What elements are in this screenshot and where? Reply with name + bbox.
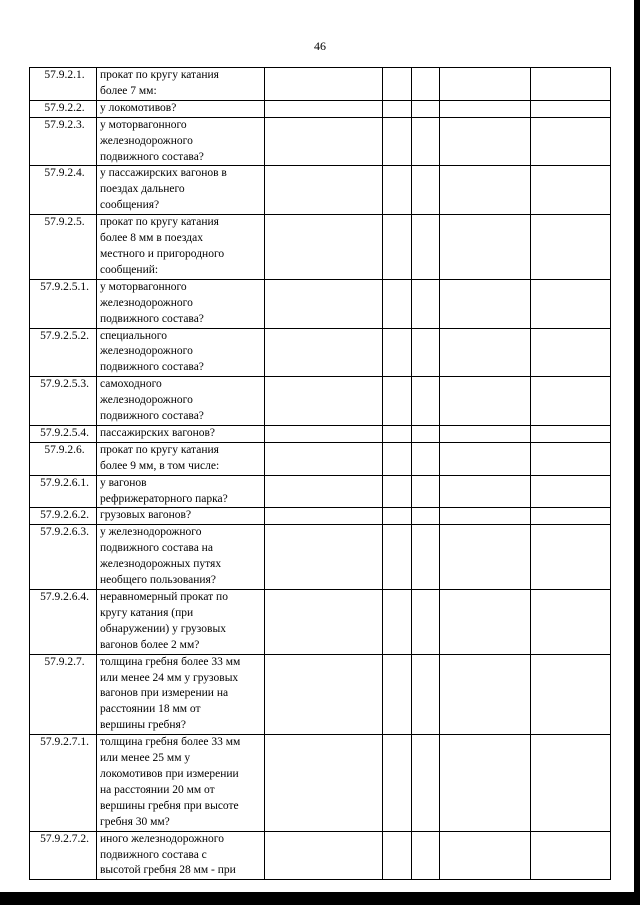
question-line: железнодорожного [100, 394, 193, 407]
question-line: прокат по кругу катания [100, 443, 219, 456]
table-row [30, 117, 611, 166]
answer-yes-cell [383, 475, 412, 508]
reference-cell [531, 100, 611, 117]
answer-yes-cell [383, 508, 412, 525]
gap-cell [265, 654, 383, 735]
question-line: более 9 мм, в том числе: [100, 459, 220, 472]
item-number: 57.9.2.6.1. [30, 475, 97, 508]
question-line: у вагонов [100, 476, 147, 489]
table-row [30, 735, 611, 831]
item-question [97, 735, 265, 831]
question-line: или менее 24 мм у грузовых [100, 671, 239, 684]
item-number: 57.9.2.7.2. [30, 831, 97, 880]
question-line: обнаружении) у грузовых [100, 622, 226, 635]
item-question [97, 831, 265, 880]
item-number: 57.9.2.6. [30, 442, 97, 475]
question-line: подвижного состава? [100, 410, 204, 423]
gap-cell [265, 735, 383, 831]
question-line: расстоянии 18 мм от [100, 703, 201, 716]
item-question [97, 377, 265, 426]
question-line: железнодорожного [100, 345, 193, 358]
question-line: высотой гребня 28 мм - при [100, 864, 236, 877]
answer-na-cell [440, 831, 531, 880]
item-question [97, 475, 265, 508]
item-question [97, 654, 265, 735]
answer-yes-cell [383, 68, 412, 101]
question-line: у моторвагонного [100, 118, 187, 131]
answer-no-cell [412, 68, 440, 101]
item-question [97, 425, 265, 442]
question-line: более 8 мм в поездах [100, 232, 203, 245]
gap-cell [265, 508, 383, 525]
table-row [30, 425, 611, 442]
answer-no-cell [412, 442, 440, 475]
answer-yes-cell [383, 279, 412, 328]
answer-yes-cell [383, 831, 412, 880]
item-number: 57.9.2.6.3. [30, 525, 97, 590]
item-question [97, 525, 265, 590]
gap-cell [265, 475, 383, 508]
question-line: вагонов при измерении на [100, 687, 229, 700]
answer-no-cell [412, 166, 440, 215]
answer-no-cell [412, 279, 440, 328]
question-line: сообщений: [100, 263, 159, 276]
question-line: гребня 30 мм? [100, 815, 170, 828]
answer-na-cell [440, 654, 531, 735]
reference-cell [531, 328, 611, 377]
question-line: на расстоянии 20 мм от [100, 783, 215, 796]
answer-yes-cell [383, 100, 412, 117]
question-line: железнодорожных путях [100, 558, 222, 571]
table-row [30, 508, 611, 525]
question-line: грузовых вагонов? [100, 509, 192, 522]
gap-cell [265, 425, 383, 442]
answer-yes-cell [383, 735, 412, 831]
table-row [30, 442, 611, 475]
question-line: поездах дальнего [100, 183, 185, 196]
gap-cell [265, 831, 383, 880]
gap-cell [265, 442, 383, 475]
question-line: вершины гребня? [100, 719, 186, 732]
answer-yes-cell [383, 442, 412, 475]
gap-cell [265, 279, 383, 328]
table-row [30, 68, 611, 101]
reference-cell [531, 475, 611, 508]
gap-cell [265, 117, 383, 166]
question-line: подвижного состава на [100, 542, 213, 555]
answer-yes-cell [383, 525, 412, 590]
table-row [30, 475, 611, 508]
answer-na-cell [440, 475, 531, 508]
table-row [30, 279, 611, 328]
answer-na-cell [440, 166, 531, 215]
answer-yes-cell [383, 328, 412, 377]
item-number: 57.9.2.5.1. [30, 279, 97, 328]
checklist-rows [30, 68, 611, 880]
scan-edge-bottom [0, 892, 640, 905]
answer-na-cell [440, 117, 531, 166]
question-line: пассажирских вагонов? [100, 426, 216, 439]
reference-cell [531, 525, 611, 590]
item-number: 57.9.2.7.1. [30, 735, 97, 831]
question-line: неравномерный прокат по [100, 591, 228, 603]
reference-cell [531, 590, 611, 655]
reference-cell [531, 68, 611, 101]
item-number: 57.9.2.5.4. [30, 425, 97, 442]
item-question [97, 68, 265, 101]
reference-cell [531, 442, 611, 475]
answer-no-cell [412, 475, 440, 508]
item-number: 57.9.2.5.2. [30, 328, 97, 377]
item-number: 57.9.2.3. [30, 117, 97, 166]
answer-na-cell [440, 590, 531, 655]
question-line: подвижного состава? [100, 150, 204, 163]
item-number: 57.9.2.6.4. [30, 590, 97, 655]
question-line: у железнодорожного [100, 526, 202, 539]
item-number: 57.9.2.7. [30, 654, 97, 735]
question-line: самоходного [100, 378, 162, 391]
item-question [97, 215, 265, 280]
table-row [30, 654, 611, 735]
question-line: вагонов более 2 мм? [100, 638, 200, 651]
gap-cell [265, 166, 383, 215]
reference-cell [531, 279, 611, 328]
question-line: прокат по кругу катания [100, 216, 219, 229]
item-question [97, 100, 265, 117]
item-number: 57.9.2.1. [30, 68, 97, 101]
answer-yes-cell [383, 117, 412, 166]
item-question [97, 442, 265, 475]
item-number: 57.9.2.6.2. [30, 508, 97, 525]
answer-no-cell [412, 377, 440, 426]
answer-na-cell [440, 377, 531, 426]
reference-cell [531, 425, 611, 442]
question-line: более 7 мм: [100, 84, 157, 97]
answer-no-cell [412, 117, 440, 166]
answer-na-cell [440, 442, 531, 475]
question-line: специального [100, 329, 167, 342]
checklist-table [29, 67, 611, 880]
table-row [30, 215, 611, 280]
answer-no-cell [412, 735, 440, 831]
reference-cell [531, 654, 611, 735]
answer-na-cell [440, 735, 531, 831]
reference-cell [531, 377, 611, 426]
question-line: подвижного состава с [100, 848, 207, 861]
answer-no-cell [412, 328, 440, 377]
reference-cell [531, 831, 611, 880]
question-line: сообщения? [100, 199, 160, 212]
answer-yes-cell [383, 166, 412, 215]
gap-cell [265, 590, 383, 655]
answer-yes-cell [383, 425, 412, 442]
answer-no-cell [412, 654, 440, 735]
answer-na-cell [440, 215, 531, 280]
item-question [97, 279, 265, 328]
gap-cell [265, 525, 383, 590]
scan-edge-right [634, 0, 640, 905]
answer-yes-cell [383, 590, 412, 655]
page-number: 46 [314, 39, 326, 53]
reference-cell [531, 508, 611, 525]
answer-na-cell [440, 328, 531, 377]
item-question [97, 508, 265, 525]
question-line: железнодорожного [100, 134, 193, 147]
answer-no-cell [412, 590, 440, 655]
question-line: или менее 25 мм у [100, 752, 191, 765]
reference-cell [531, 166, 611, 215]
item-number: 57.9.2.4. [30, 166, 97, 215]
reference-cell [531, 117, 611, 166]
answer-yes-cell [383, 654, 412, 735]
reference-cell [531, 735, 611, 831]
answer-no-cell [412, 100, 440, 117]
gap-cell [265, 68, 383, 101]
gap-cell [265, 100, 383, 117]
item-question [97, 117, 265, 166]
question-line: толщина гребня более 33 мм [100, 655, 241, 668]
answer-no-cell [412, 425, 440, 442]
table-row [30, 166, 611, 215]
question-line: у локомотивов? [100, 101, 177, 114]
answer-na-cell [440, 508, 531, 525]
question-line: у моторвагонного [100, 280, 187, 293]
answer-na-cell [440, 525, 531, 590]
answer-na-cell [440, 68, 531, 101]
question-line: подвижного состава? [100, 312, 204, 325]
question-line: местного и пригородного [100, 247, 225, 260]
table-row [30, 525, 611, 590]
question-line: кругу катания (при [100, 606, 194, 619]
answer-no-cell [412, 831, 440, 880]
question-line: толщина гребня более 33 мм [100, 736, 241, 749]
question-line: вершины гребня при высоте [100, 799, 239, 812]
gap-cell [265, 328, 383, 377]
gap-cell [265, 215, 383, 280]
item-question [97, 328, 265, 377]
question-line: прокат по кругу катания [100, 69, 219, 81]
answer-yes-cell [383, 377, 412, 426]
answer-na-cell [440, 425, 531, 442]
question-line: у пассажирских вагонов в [100, 167, 227, 180]
item-number: 57.9.2.5. [30, 215, 97, 280]
question-line: иного железнодорожного [100, 832, 224, 845]
answer-no-cell [412, 215, 440, 280]
table-row [30, 831, 611, 880]
item-question [97, 166, 265, 215]
question-line: железнодорожного [100, 296, 193, 309]
gap-cell [265, 377, 383, 426]
item-number: 57.9.2.5.3. [30, 377, 97, 426]
table-row [30, 328, 611, 377]
answer-na-cell [440, 100, 531, 117]
table-row [30, 590, 611, 655]
question-line: необщего пользования? [100, 574, 216, 587]
item-number: 57.9.2.2. [30, 100, 97, 117]
reference-cell [531, 215, 611, 280]
question-line: рефрижераторного парка? [100, 492, 228, 505]
answer-yes-cell [383, 215, 412, 280]
answer-no-cell [412, 508, 440, 525]
question-line: локомотивов при измерении [100, 767, 239, 780]
table-row [30, 100, 611, 117]
answer-no-cell [412, 525, 440, 590]
table-row [30, 377, 611, 426]
question-line: подвижного состава? [100, 361, 204, 374]
answer-na-cell [440, 279, 531, 328]
item-question [97, 590, 265, 655]
